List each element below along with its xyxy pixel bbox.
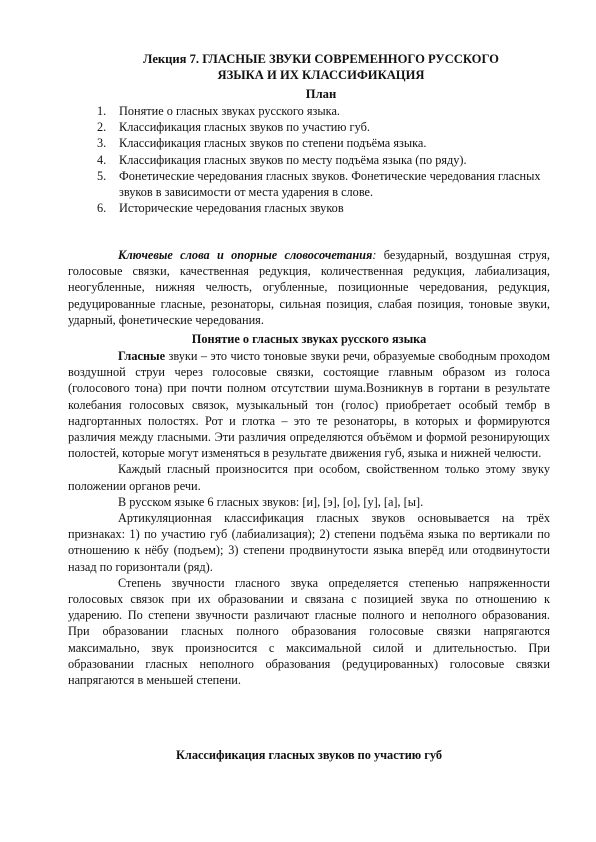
plan-item	[97, 119, 550, 135]
keywords-text: безударный, воздушная струя, голосовые связки, качественная редукция, количественная редукция, лабиализация, неогубленные, нижняя челюсть, огубленные, позиционные чередования, редукция, редуцированные гласные, резонаторы, сильная позиция, слабая позиция, тоновые звуки, ударный, фонетические чередования.	[68, 248, 550, 327]
paragraph-sonority: Степень звучности гласного звука определяется степенью напряженности голосовых связок при их образовании и связана с позицией звука по отношению к ударению. По степени звучности различают гласные полного и неполного образования. При образовании гласных полного образования голосовые связки напрягаются максимально, звук произносится с максимальной силой и длительностью. При образовании гласных неполного образования (редуцированных) голосовые связки напрягаются в меньшей степени.	[68, 575, 550, 688]
plan-item-number: 3.	[97, 136, 107, 151]
keywords-label: Ключевые слова и опорные словосочетания	[118, 248, 373, 262]
lecture-title-line-2: ЯЗЫКА И ИХ КЛАССИФИКАЦИЯ	[217, 67, 425, 82]
plan-item-number: 5.	[97, 168, 107, 183]
keywords-paragraph	[68, 247, 550, 328]
paragraph-classification: Артикуляционная классификация гласных звуков основывается на трёх признаках: 1) по участию губ (лабиализация); 2) степени подъёма языка по вертикали по отношению к нёбу (подъем); 3) степени продвинутости языка вперёд или отодвинутости назад по горизонтали (ряд).	[68, 511, 550, 574]
lecture-title	[100, 52, 542, 83]
plan-item-number: 1.	[97, 104, 107, 118]
paragraph-vowel-count: В русском языке 6 гласных звуков: [и], [э], [о], [у], [а], [ы].	[118, 494, 424, 509]
plan-item	[97, 152, 550, 168]
paragraph-definition	[68, 348, 550, 461]
keywords-colon: :	[372, 248, 377, 262]
plan-item	[97, 168, 550, 200]
plan-item-text: Фонетические чередования гласных звуков. Фонетические чередования гласных звуков в зависимости от места ударения в слове.	[119, 168, 541, 200]
plan-item-text: Понятие о гласных звуках русского языка.	[119, 104, 340, 118]
plan-item-number: 4.	[97, 152, 107, 167]
plan-item	[97, 103, 550, 119]
term-vowels: Гласные	[118, 349, 166, 363]
plan-item-number: 6.	[97, 201, 107, 216]
section-heading-lip-classification: Классификация гласных звуков по участию губ	[176, 748, 442, 762]
plan-heading: План	[305, 87, 337, 101]
section-body	[68, 348, 550, 688]
plan-list	[97, 103, 550, 216]
plan-item	[97, 135, 550, 151]
plan-item-text: Классификация гласных звуков по участию губ.	[119, 120, 370, 135]
section-heading-vowels-concept: Понятие о гласных звуках русского языка	[191, 332, 427, 346]
plan-item-text: Классификация гласных звуков по степени подъёма языка.	[119, 136, 427, 151]
plan-item	[97, 200, 550, 216]
lecture-title-line-1: Лекция 7. ГЛАСНЫЕ ЗВУКИ СОВРЕМЕННОГО РУССКОГО	[143, 52, 499, 66]
definition-text: звуки – это чисто тоновые звуки речи, образуемые свободным проходом воздушной струи через голосовые связки, состоящие главным образом из голоса (голосового тона) при почти полном отсутствии шума.Возникнув в гортани в результате колебания голосовых связок, музыкальный тон (голос) приобретает особый тембр в надгортанных полостях. Рот и глотка – это те резонаторы, в которых и формируются различия между гласными. Эти различия определяются объёмом и формой резонирующих полостей, которые могут изменяться в результате движения губ, языка и нижней челюсти.	[68, 349, 550, 461]
plan-item-number: 2.	[97, 120, 107, 135]
paragraph-articulation: Каждый гласный произносится при особом, свойственном только этому звуку положении органов речи.	[68, 462, 550, 493]
plan-item-text: Классификация гласных звуков по месту подъёма языка (по ряду).	[119, 152, 467, 167]
plan-item-text: Исторические чередования гласных звуков	[119, 201, 344, 216]
